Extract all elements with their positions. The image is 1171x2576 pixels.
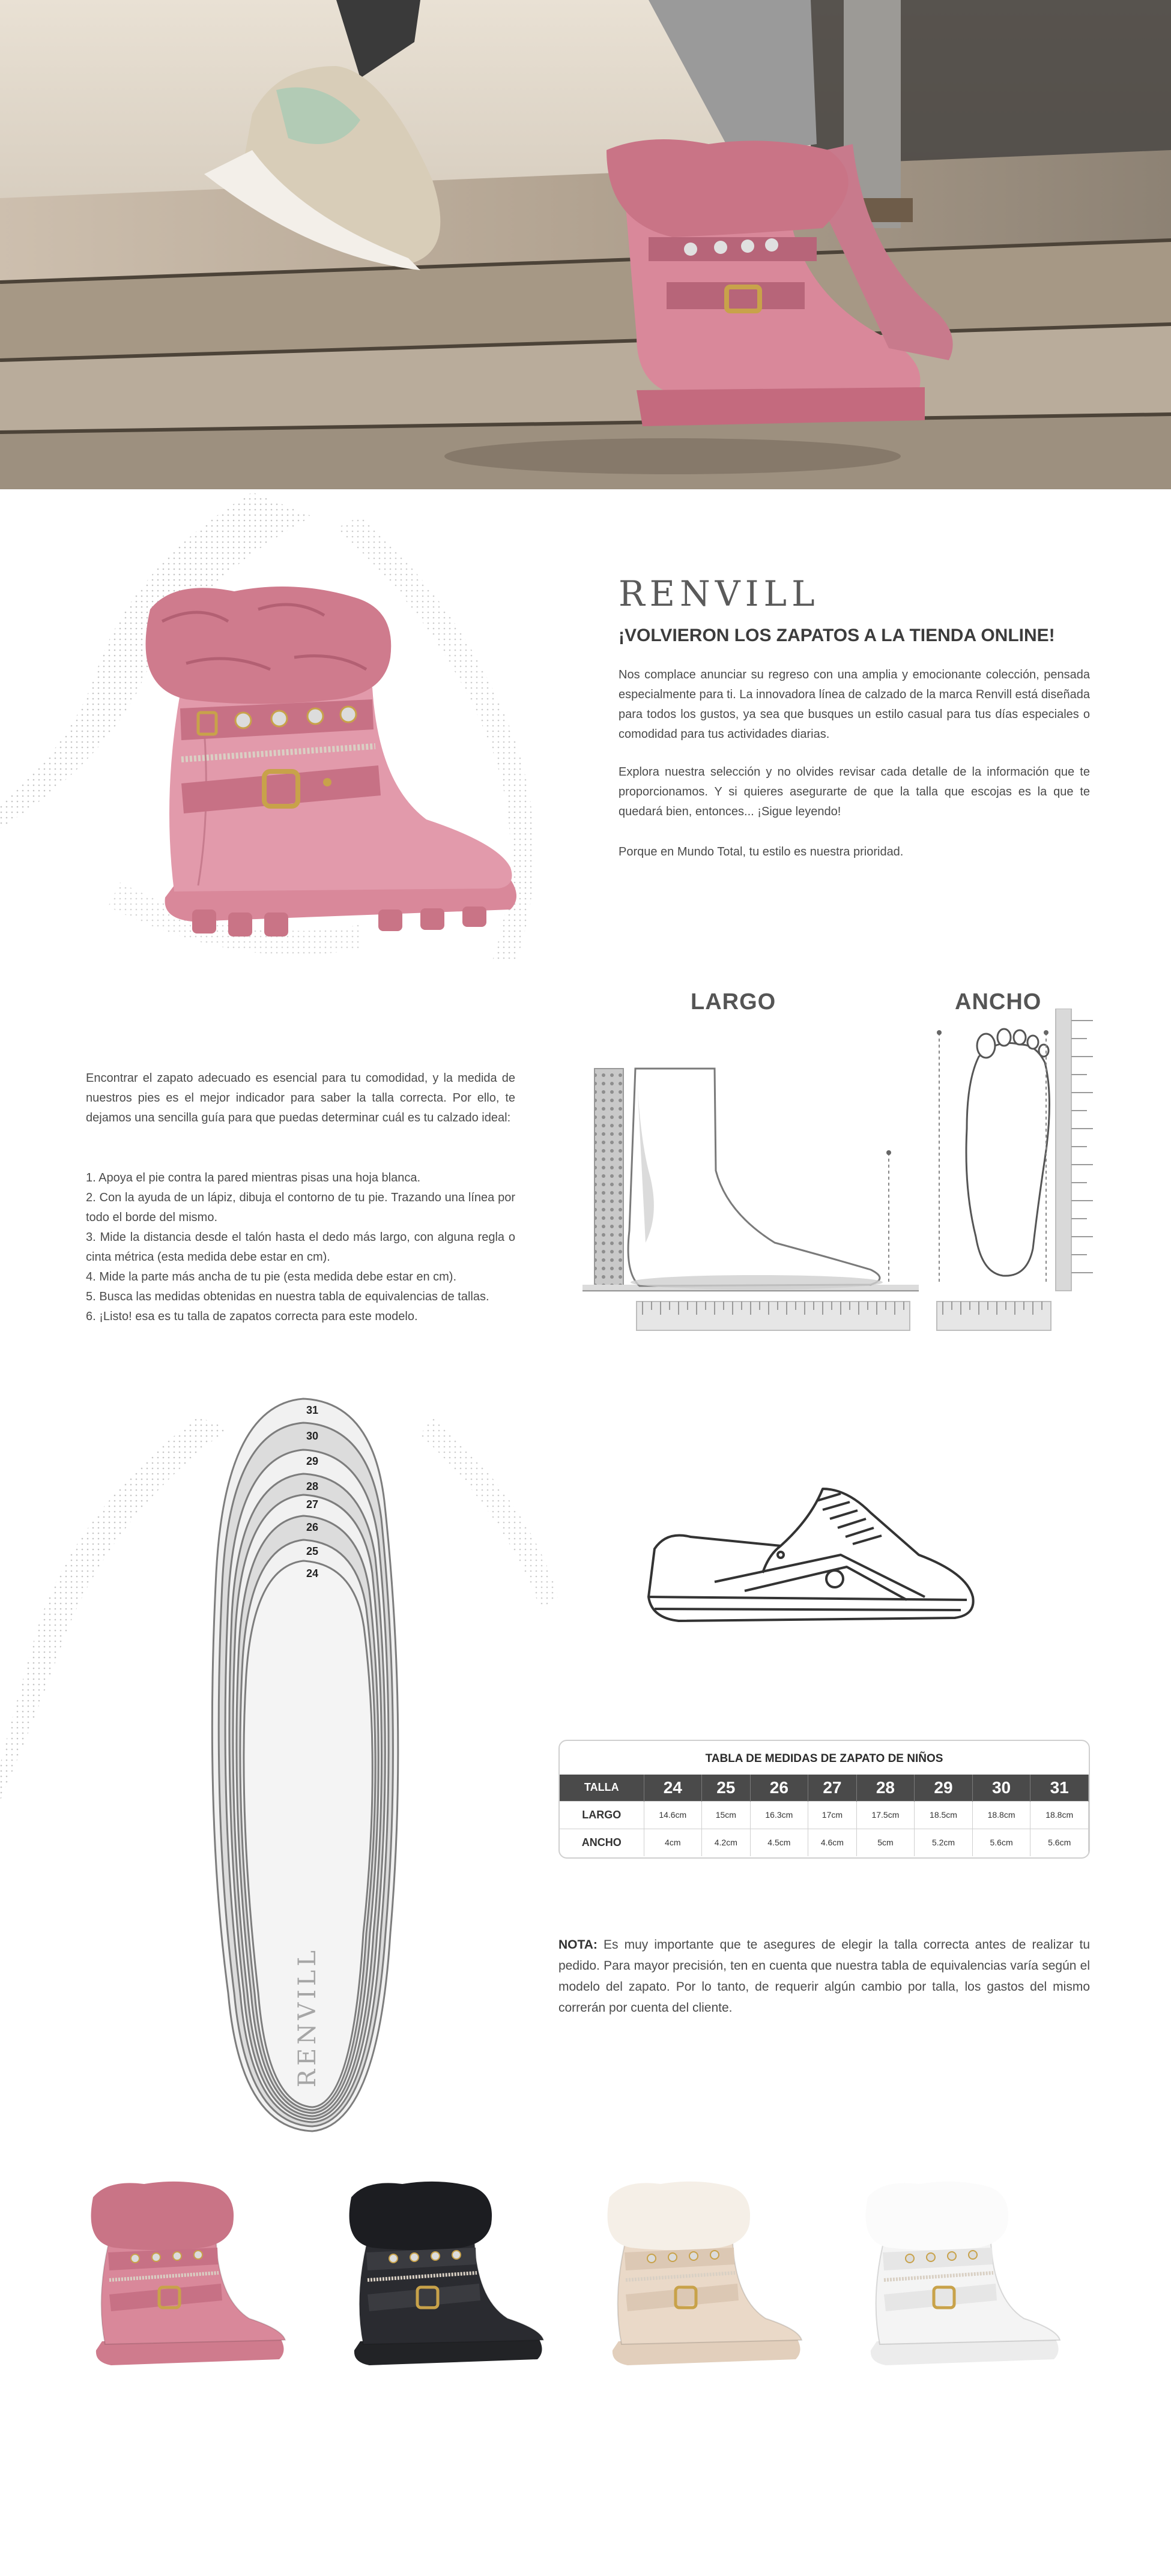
table-cell: 18.8cm <box>1030 1801 1089 1829</box>
insole-size-label: 30 <box>306 1430 319 1442</box>
insole-size-label: 28 <box>306 1480 319 1492</box>
boot-variant-pink[interactable] <box>78 2179 294 2383</box>
table-header-label: TALLA <box>560 1775 644 1801</box>
note-text: Es muy importante que te asegures de elegir la talla correcta antes de realizar tu pedido. Para mayor precisión, ten en cuenta que nuestra tabla de equivalencias varía según el modelo del zapato. Por lo tanto, de requerir algún cambio por talla, los gastos del mismo correrán por cuenta del cliente. <box>558 1938 1090 2015</box>
table-header-size: 29 <box>915 1775 973 1801</box>
size-table-grid <box>560 1775 1089 1856</box>
table-cell: 5.6cm <box>972 1829 1030 1856</box>
table-header-size: 25 <box>702 1775 751 1801</box>
table-cell: 5cm <box>856 1829 915 1856</box>
size-guide-intro: Encontrar el zapato adecuado es esencial para tu comodidad, y la medida de nuestros pies es el mejor indicador para saber la talla correcta. Por ello, te dejamos una sencilla guía para que puedas determinar cuál es tu calzado ideal: <box>86 1072 515 1124</box>
table-cell: 18.8cm <box>972 1801 1030 1829</box>
table-cell: 17cm <box>808 1801 857 1829</box>
boot-variant-white[interactable] <box>853 2179 1069 2383</box>
table-header-size: 28 <box>856 1775 915 1801</box>
insole-size-label: 25 <box>306 1545 319 1557</box>
guide-step: 2. Con la ayuda de un lápiz, dibuja el contorno de tu pie. Trazando una línea por todo el borde del mismo. <box>86 1191 515 1224</box>
guide-step: 5. Busca las medidas obtenidas en nuestra tabla de equivalencias de tallas. <box>86 1290 489 1303</box>
note-label: NOTA: <box>558 1938 598 1952</box>
sneaker-outline-image <box>643 1477 979 1633</box>
brand-logo: RENVILL <box>619 573 820 614</box>
table-cell: 5.2cm <box>915 1829 973 1856</box>
table-cell: 5.6cm <box>1030 1829 1089 1856</box>
table-header-row <box>560 1775 1089 1801</box>
table-cell: 4cm <box>644 1829 702 1856</box>
guide-step: 1. Apoya el pie contra la pared mientras pisas una hoja blanca. <box>86 1171 421 1184</box>
table-cell: 17.5cm <box>856 1801 915 1829</box>
insole-size-label: 31 <box>306 1404 319 1416</box>
table-cell: 15cm <box>702 1801 751 1829</box>
largo-foot-diagram <box>582 1063 919 1333</box>
table-header-size: 30 <box>972 1775 1030 1801</box>
table-header-size: 31 <box>1030 1775 1089 1801</box>
intro-headline: ¡VOLVIERON LOS ZAPATOS A LA TIENDA ONLINE! <box>619 626 1055 645</box>
table-header-size: 24 <box>644 1775 702 1801</box>
insole-size-label: 24 <box>306 1567 319 1579</box>
ancho-foot-diagram <box>931 1009 1099 1333</box>
table-row <box>560 1801 1089 1829</box>
table-cell: 14.6cm <box>644 1801 702 1829</box>
insole-size-label: 26 <box>306 1521 319 1533</box>
intro-paragraph-3: Porque en Mundo Total, tu estilo es nuestra prioridad. <box>619 845 904 858</box>
guide-step: 3. Mide la distancia desde el talón hasta el dedo más largo, con alguna regla o cinta métrica (esta medida debe estar en cm). <box>86 1231 515 1264</box>
ancho-title: ANCHO <box>955 989 1042 1015</box>
size-table-title: TABLA DE MEDIDAS DE ZAPATO DE NIÑOS <box>705 1752 943 1765</box>
table-cell: 4.2cm <box>702 1829 751 1856</box>
table-row-label: LARGO <box>560 1801 644 1829</box>
pink-boot-image <box>138 585 522 958</box>
table-cell: 18.5cm <box>915 1801 973 1829</box>
insole-brand-mark: RENVILL <box>294 1946 321 2088</box>
largo-title: LARGO <box>691 989 776 1015</box>
insole-size-label: 29 <box>306 1455 319 1467</box>
size-table <box>558 1740 1090 1859</box>
intro-paragraph-2: Explora nuestra selección y no olvides revisar cada detalle de la información que te proporcionamos. Y si quieres asegurarte de que la talla que escojas es la que te quedará bien, entonces... ¡Sigue leyendo! <box>619 765 1090 818</box>
hero-photo <box>0 0 1171 489</box>
table-header-size: 26 <box>750 1775 808 1801</box>
guide-step: 6. ¡Listo! esa es tu talla de zapatos correcta para este modelo. <box>86 1310 418 1323</box>
boot-variant-black[interactable] <box>336 2179 552 2383</box>
size-note <box>558 1934 1090 2018</box>
size-guide-steps <box>86 1168 515 1327</box>
table-row-label: ANCHO <box>560 1829 644 1856</box>
boot-variant-beige[interactable] <box>595 2179 811 2383</box>
table-row <box>560 1829 1089 1856</box>
table-cell: 16.3cm <box>750 1801 808 1829</box>
intro-paragraph-1: Nos complace anunciar su regreso con una amplia y emocionante colección, pensada especialmente para ti. La innovadora línea de calzado de la marca Renvill está diseñada para todos los gustos, ya sea que busques un estilo casual para tus días especiales o comodidad para tus actividades diarias. <box>619 668 1090 741</box>
guide-step: 4. Mide la parte más ancha de tu pie (esta medida debe estar en cm). <box>86 1270 457 1283</box>
table-cell: 4.6cm <box>808 1829 857 1856</box>
insole-size-label: 27 <box>306 1498 319 1510</box>
table-cell: 4.5cm <box>750 1829 808 1856</box>
color-variants <box>78 2179 1099 2383</box>
insole-size-diagram <box>192 1393 456 2143</box>
table-header-size: 27 <box>808 1775 857 1801</box>
